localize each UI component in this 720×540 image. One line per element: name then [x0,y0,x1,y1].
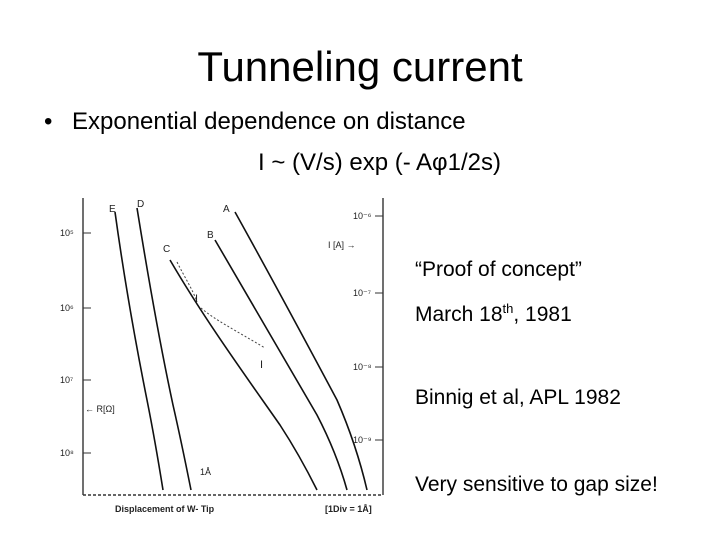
curve-label-b: B [207,230,214,241]
slide-title: Tunneling current [197,43,523,90]
x-scale-label: [1Div = 1Å] [325,504,372,514]
tunneling-current-figure [55,190,400,525]
curve-label-a: A [223,204,230,215]
curve-label-e: E [109,204,116,215]
note-proof-of-concept: “Proof of concept” [415,258,582,281]
right-tick-label-3: 10⁻⁸ [353,362,372,372]
curve-label-c: C [163,244,171,255]
connector-dashed-line [177,262,265,348]
left-ticks [83,233,91,453]
x-axis-label: Displacement of W- Tip [115,504,215,514]
note-date-prefix: March 18 [415,303,503,326]
note-citation: Binnig et al, APL 1982 [415,386,621,409]
note-date [415,295,572,328]
scale-label: 1Å [200,467,212,477]
right-tick-label-2: 10⁻⁷ [353,288,372,298]
note-date-superscript: th [502,301,514,316]
curve-label-i-lower: I [260,359,264,371]
left-tick-label-4: 10⁸ [60,448,74,458]
curve-label-d: D [137,199,145,210]
curve-b [215,240,347,490]
curve-c [170,260,317,490]
left-tick-label-2: 10⁶ [60,303,74,313]
left-tick-label-3: 10⁷ [60,375,74,385]
tunneling-formula: I ~ (V/s) exp (- Aφ1/2s) [258,149,501,176]
curve-label-i-upper: I [195,293,199,305]
bullet-text: Exponential dependence on distance [72,108,466,135]
note-date-suffix: , 1981 [513,303,572,326]
bullet-item [44,107,466,137]
curve-e [115,212,163,490]
curve-a [235,212,367,490]
left-tick-label-1: 10⁵ [60,228,74,238]
right-tick-label-1: 10⁻⁶ [353,211,372,221]
right-ticks [375,216,383,440]
right-axis-label: I [A] → [328,240,356,250]
right-tick-label-4: 10⁻⁹ [353,435,372,445]
bullet-dot-icon: • [44,108,53,135]
left-axis-label: ← R[Ω] [85,404,115,414]
note-sensitivity: Very sensitive to gap size! [415,473,658,496]
